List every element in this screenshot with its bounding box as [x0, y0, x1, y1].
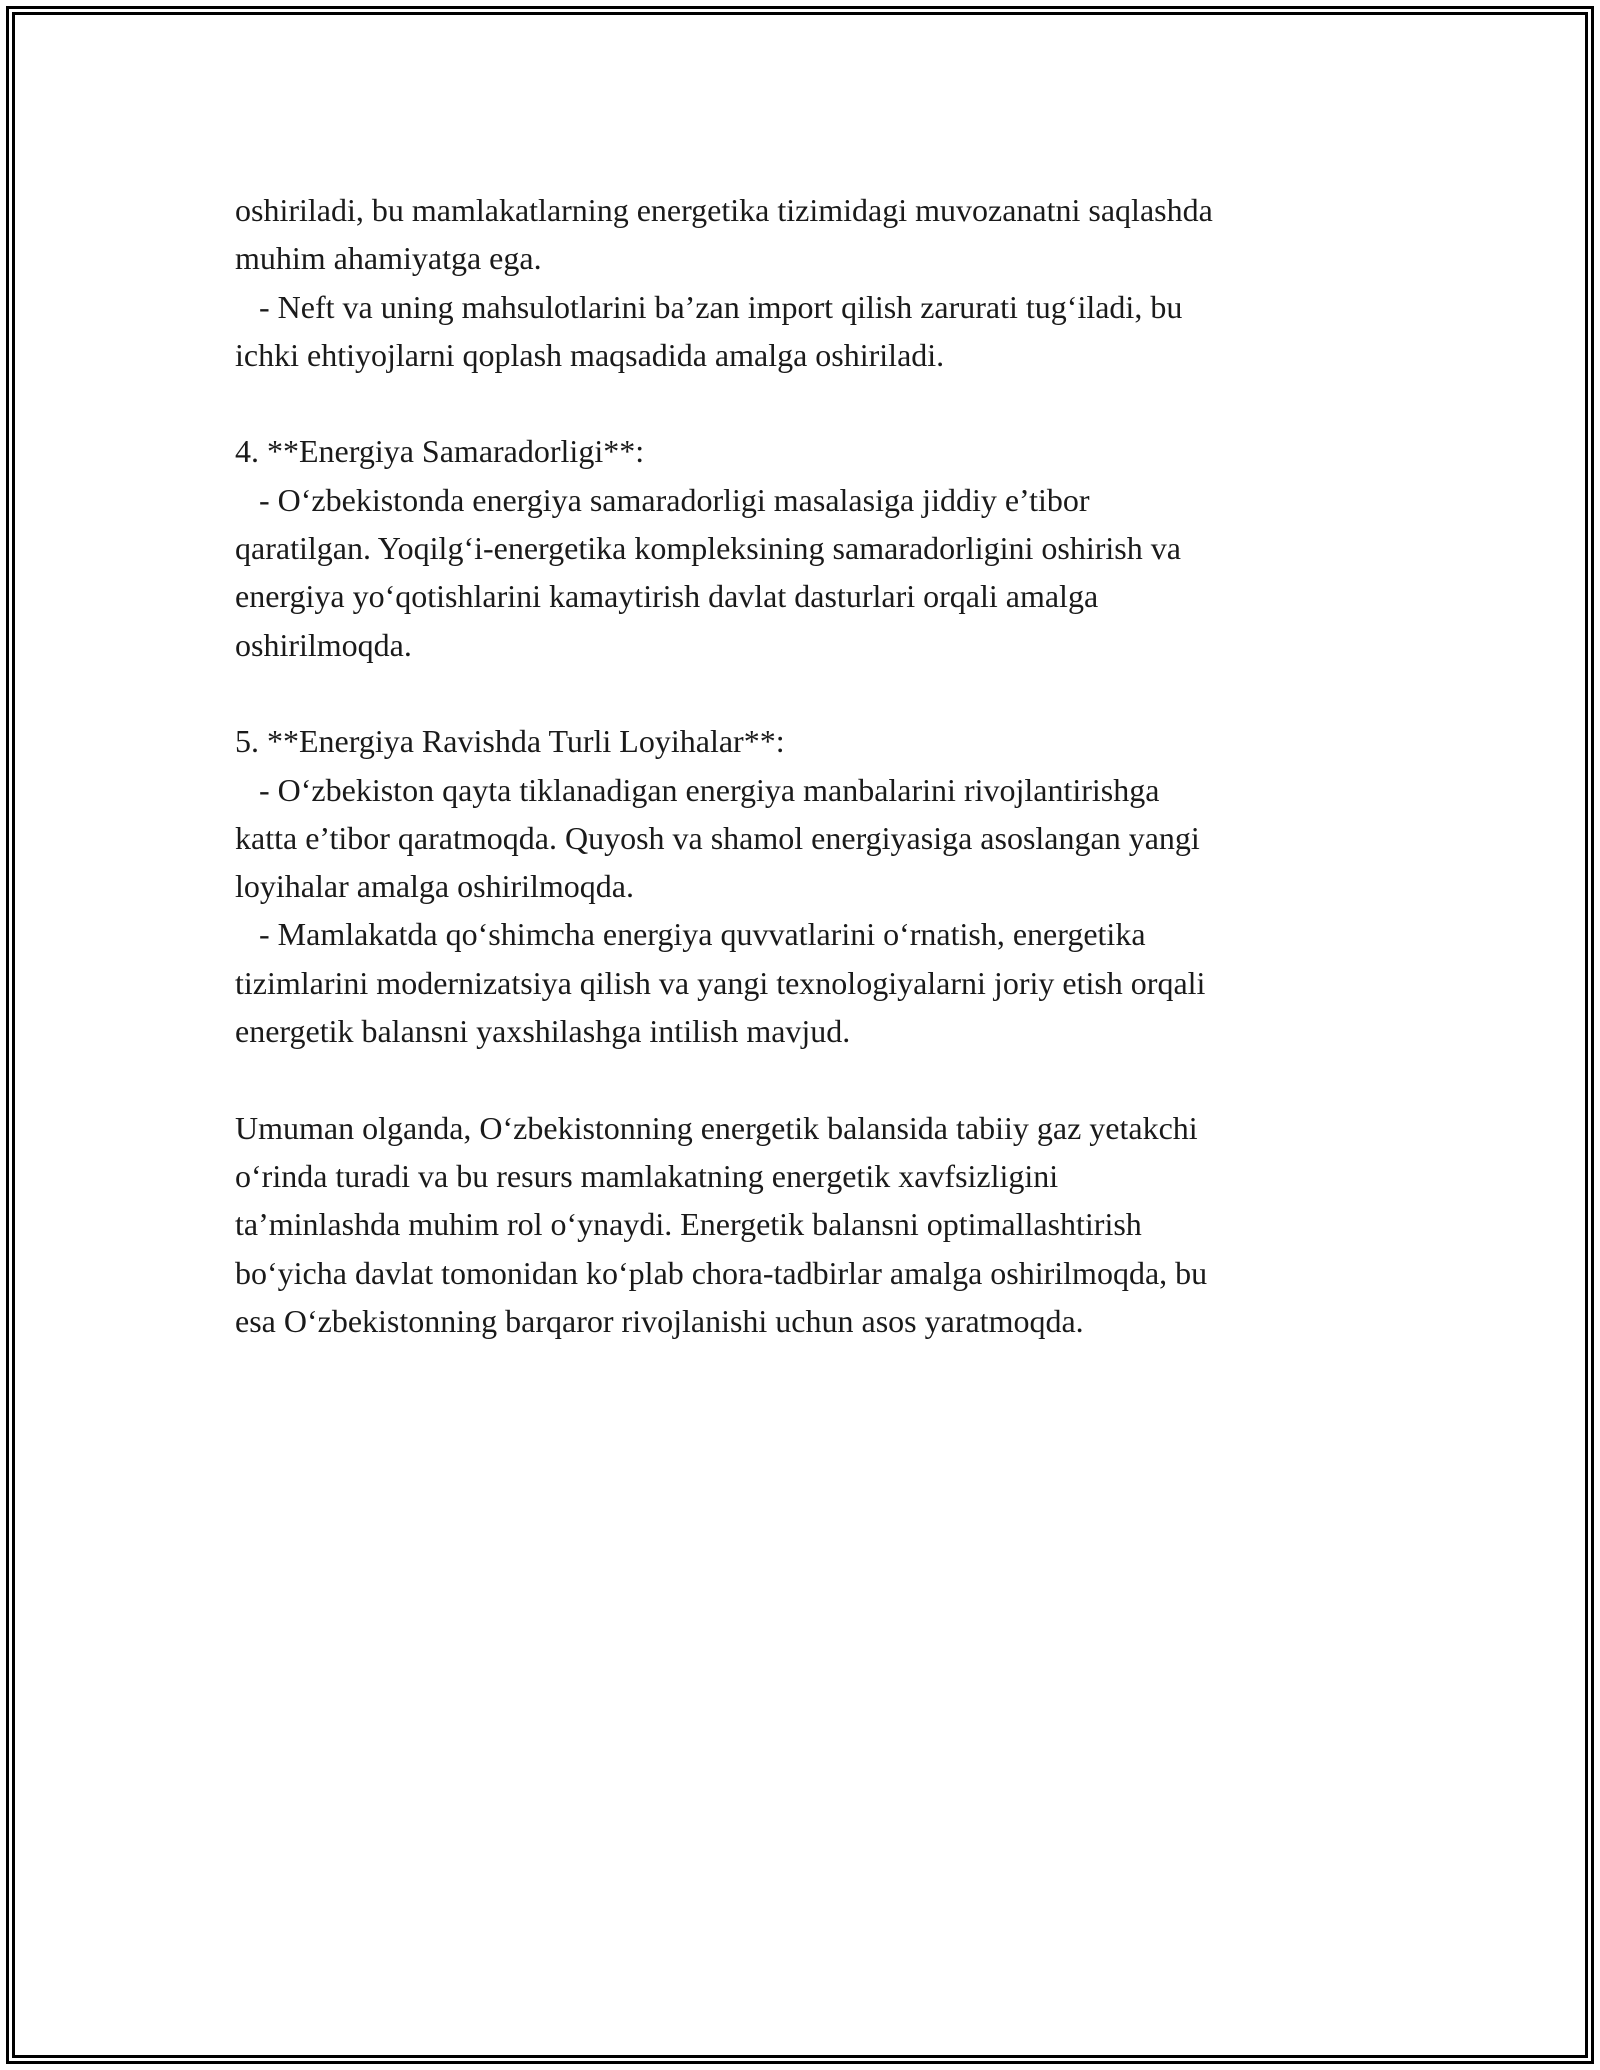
text-line: - O‘zbekiston qayta tiklanadigan energiya manbalarini rivojlantirishga	[235, 771, 1160, 808]
text-line: loyihalar amalga oshirilmoqda.	[235, 868, 634, 905]
section-heading: 5. **Energiya Ravishda Turli Loyihalar**:	[235, 723, 785, 760]
text-line: oshiriladi, bu mamlakatlarning energetika tizimidagi muvozanatni saqlashda	[235, 192, 1213, 228]
text-line: esa O‘zbekistonning barqaror rivojlanishi uchun asos yaratmoqda.	[235, 1302, 1084, 1339]
paragraph-conclusion	[235, 1104, 1385, 1345]
document-body	[235, 186, 1385, 1345]
text-line: - Neft va uning mahsulotlarini ba’zan import qilish zarurati tug‘iladi, bu	[235, 288, 1183, 325]
text-line: o‘rinda turadi va bu resurs mamlakatning energetik xavfsizligini	[235, 1157, 1059, 1194]
text-line: katta e’tibor qaratmoqda. Quyosh va shamol energiyasiga asoslangan yangi	[235, 819, 1200, 856]
paragraph-intro-continuation	[235, 186, 1385, 379]
paragraph-section-5	[235, 717, 1385, 1055]
text-line: Umuman olganda, O‘zbekistonning energetik balansida tabiiy gaz yetakchi	[235, 1109, 1198, 1146]
text-line: - O‘zbekistonda energiya samaradorligi masalasiga jiddiy e’tibor	[235, 481, 1090, 518]
text-line: - Mamlakatda qo‘shimcha energiya quvvatlarini o‘rnatish, energetika	[235, 916, 1146, 953]
text-line: ta’minlashda muhim rol o‘ynaydi. Energetik balansni optimallashtirish	[235, 1206, 1142, 1243]
text-line: energetik balansni yaxshilashga intilish mavjud.	[235, 1013, 851, 1050]
text-line: muhim ahamiyatga ega.	[235, 240, 542, 277]
section-heading: 4. **Energiya Samaradorligi**:	[235, 433, 645, 470]
paragraph-section-4	[235, 427, 1385, 668]
text-line: bo‘yicha davlat tomonidan ko‘plab chora-tadbirlar amalga oshirilmoqda, bu	[235, 1254, 1208, 1291]
paragraph-spacer	[235, 669, 1385, 717]
text-line: oshirilmoqda.	[235, 626, 412, 663]
text-line: tizimlarini modernizatsiya qilish va yangi texnologiyalarni joriy etish orqali	[235, 964, 1206, 1001]
paragraph-spacer	[235, 1055, 1385, 1103]
text-line: energiya yo‘qotishlarini kamaytirish davlat dasturlari orqali amalga	[235, 578, 1099, 615]
paragraph-spacer	[235, 379, 1385, 427]
text-line: ichki ehtiyojlarni qoplash maqsadida amalga oshiriladi.	[235, 336, 945, 373]
text-line: qaratilgan. Yoqilg‘i-energetika kompleksining samaradorligini oshirish va	[235, 530, 1181, 567]
